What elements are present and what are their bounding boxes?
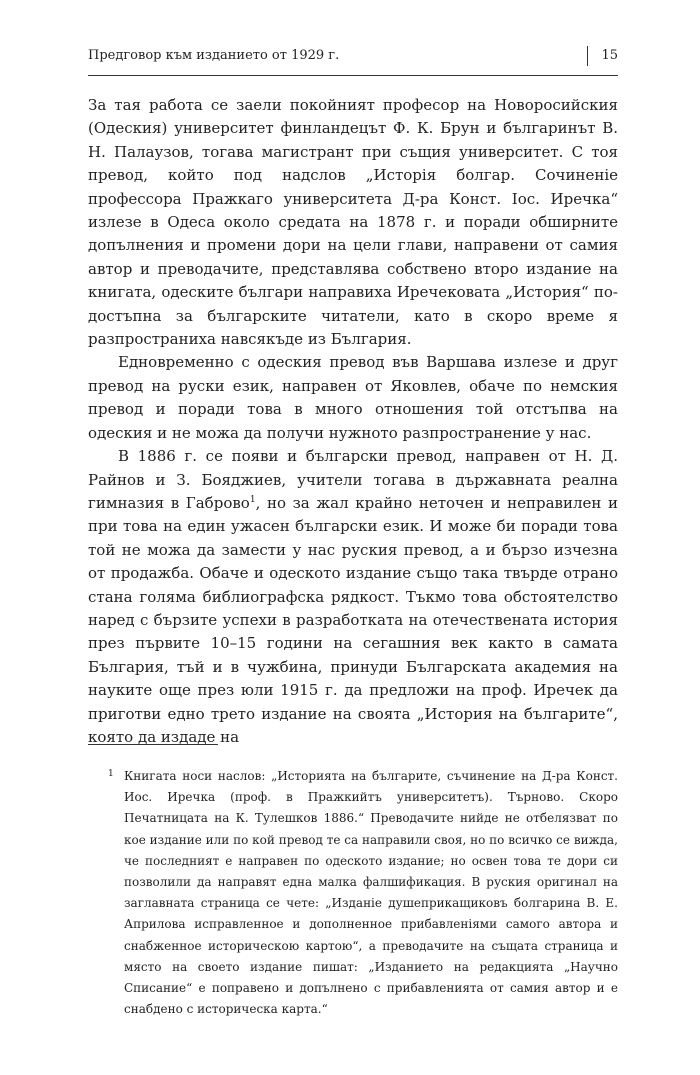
footnote-mark: 1 [108,769,114,779]
paragraph-3-part-1: В 1886 г. се появи и български превод, направен от Н. Д. Райнов и З. Бояджиев, учители тогава в държавната реална гимназия в Габрово [88,447,618,512]
paragraph-2: Едновременно с одеския превод във Варшава излезе и друг превод на руски език, направен от Яковлев, обаче по немския превод и поради това в много отношения той отстъпва на одеския и не можа да получи нужното разпространение у нас. [88,353,618,442]
page-number: 15 [601,48,618,63]
paragraph-3 [88,445,618,749]
header-rule [88,75,618,76]
running-header [88,44,618,76]
paragraph-1: За тая работа се заели покойният професор на Новоросийския (Одеския) университет финландецът Ф. К. Брун и българинът В. Н. Палаузов, тогава магистрант при същия университет. С тоя превод, който под надслов „Исторія болгар. Сочиненіе профессора Пражкаго университета Д-ра Конст. Іос. Иречка“ излезе в Одеса около средата на 1878 г. и поради обширните допълнения и промени дори на цели глави, направени от самия автор и преводачите, представлява собствено второ издание на книгата, одеските българи направиха Иречековата „История“ по-достъпна за българските читатели, като в скоро време я разпространиха навсякъде из България. [88,96,618,349]
header-separator [587,46,588,66]
main-text [88,94,618,749]
paragraph-3-part-2: , но за жал крайно неточен и неправилен и при това на един ужасен български език. И може би поради това той не можа да замести у нас руския превод, а и бързо изчезна от продажба. Обаче и одеското издание също така твърде отрано стана голяма библиографска рядкост. Тъкмо това обстоятелство наред с бързите успехи в разработката на отечествената история през първите 10–15 години на сегашния век както в самата България, тъй и в чужбина, принуди Българската академия на науките още през юли 1915 г. да предложи на проф. Иречек да приготви едно трето издание на своята „История на българите“, която да издаде на [88,493,618,746]
running-title: Предговор към изданието от 1929 г. [88,48,340,63]
footnote-reference[interactable]: 1 [249,494,256,505]
footnote [88,766,618,1020]
footnote-divider [88,744,218,745]
footnote-text: Книгата носи наслов: „Историята на българите, съчинение на Д-ра Конст. Иос. Иречка (проф. в Пражкийтъ университетъ). Търново. Скоро Печатницата на К. Тулешков 1886.“ Преводачите нийде не отбелязват по кое издание или по кой превод те са направили своя, но по всичко се вижда, че последният е направен по одеското издание; но освен това те дори си позволили да направят една малка фалшификация. В руския оригинал на заглавната страница се чете: „Изданіе душеприкащиковъ болгарина В. Е. Априлова исправленное и дополненное прибавленіями самого автора и снабженное историческою картою“, а преводачите на същата страница и място на своето издание пишат: „Изданието на редакцията „Научно Списание“ е поправено и допълнено с прибавленията от самия автор и е снабдено с историческа карта.“ [124,769,618,1017]
